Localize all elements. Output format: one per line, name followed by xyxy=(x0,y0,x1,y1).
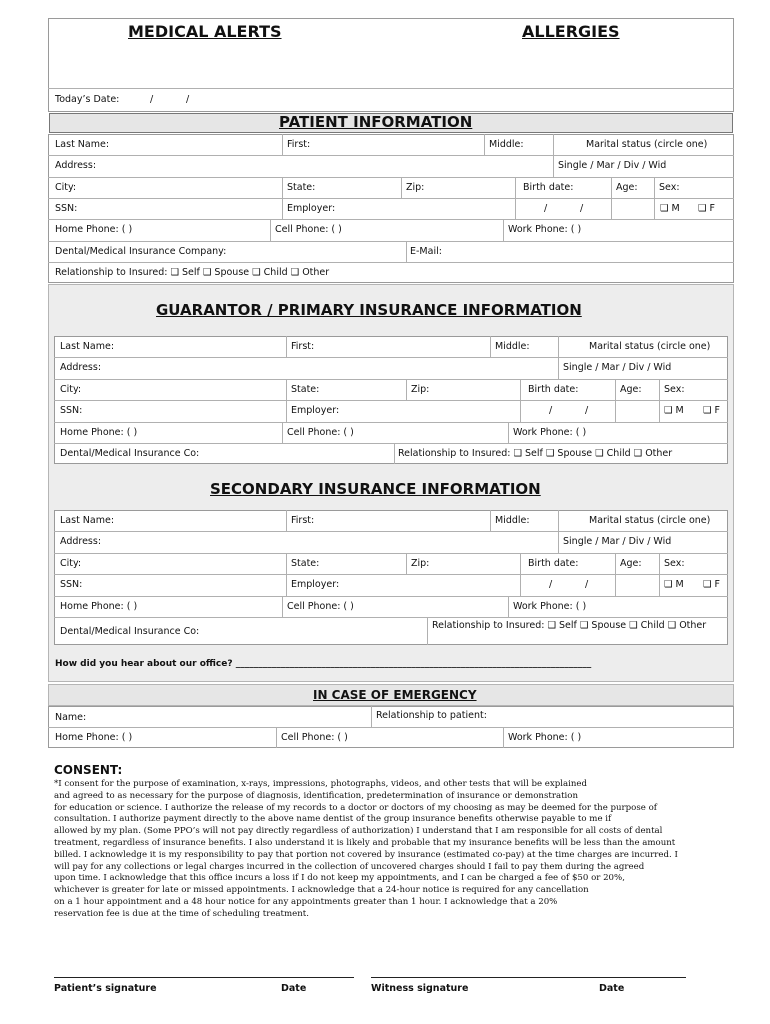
guarantor-zip-label: Zip: xyxy=(411,384,430,395)
patient-insurance-company-label: Dental/Medical Insurance Company: xyxy=(55,246,227,257)
emergency-work-phone-label: Work Phone: ( ) xyxy=(508,732,582,743)
secondary-marital-options: Single / Mar / Div / Wid xyxy=(563,536,672,547)
emergency-cell-phone-label: Cell Phone: ( ) xyxy=(281,732,348,743)
guarantor-marital-label: Marital status (circle one) xyxy=(589,341,711,352)
guarantor-sex-f-checkbox[interactable]: ❑ F xyxy=(703,405,721,416)
patient-cell-phone-label: Cell Phone: ( ) xyxy=(275,224,342,235)
patient-employer-label: Employer: xyxy=(287,203,336,214)
secondary-sex-f-checkbox[interactable]: ❑ F xyxy=(703,579,721,590)
secondary-middle-name-label: Middle: xyxy=(495,515,530,526)
patient-zip-label: Zip: xyxy=(406,182,425,193)
secondary-state-label: State: xyxy=(291,558,320,569)
patient-email-label: E-Mail: xyxy=(410,246,442,257)
guarantor-state-label: State: xyxy=(291,384,320,395)
patient-first-name-label: First: xyxy=(287,139,311,150)
secondary-insurance-co-label: Dental/Medical Insurance Co: xyxy=(60,626,200,637)
patient-address-label: Address: xyxy=(55,160,97,171)
secondary-sex-m-checkbox[interactable]: ❑ M xyxy=(664,579,684,590)
medical-alerts-heading: MEDICAL ALERTS xyxy=(128,22,282,41)
guarantor-employer-label: Employer: xyxy=(291,405,340,416)
secondary-zip-label: Zip: xyxy=(411,558,430,569)
patient-birth-date-label: Birth date: xyxy=(523,182,574,193)
patient-info-table xyxy=(48,134,734,283)
witness-date-label: Date xyxy=(599,983,625,994)
guarantor-middle-name-label: Middle: xyxy=(495,341,530,352)
emergency-heading: IN CASE OF EMERGENCY xyxy=(313,688,477,702)
secondary-employer-label: Employer: xyxy=(291,579,340,590)
witness-signature-line[interactable] xyxy=(371,977,686,978)
secondary-age-label: Age: xyxy=(620,558,642,569)
guarantor-age-label: Age: xyxy=(620,384,642,395)
patient-age-label: Age: xyxy=(616,182,638,193)
patient-sex-label: Sex: xyxy=(659,182,680,193)
secondary-home-phone-label: Home Phone: ( ) xyxy=(60,601,138,612)
patient-middle-name-label: Middle: xyxy=(489,139,524,150)
patient-city-label: City: xyxy=(55,182,77,193)
secondary-sex-label: Sex: xyxy=(664,558,685,569)
consent-heading: CONSENT: xyxy=(54,763,123,777)
guarantor-insurance-co-label: Dental/Medical Insurance Co: xyxy=(60,448,200,459)
secondary-marital-label: Marital status (circle one) xyxy=(589,515,711,526)
secondary-last-name-label: Last Name: xyxy=(60,515,115,526)
secondary-address-label: Address: xyxy=(60,536,102,547)
guarantor-work-phone-label: Work Phone: ( ) xyxy=(513,427,587,438)
patient-signature-label: Patient’s signature xyxy=(54,983,157,994)
todays-date-label: Today’s Date: xyxy=(55,94,120,105)
patient-info-heading: PATIENT INFORMATION xyxy=(279,113,473,131)
guarantor-birth-slash-2: / xyxy=(585,405,589,416)
patient-last-name-label: Last Name: xyxy=(55,139,110,150)
guarantor-home-phone-label: Home Phone: ( ) xyxy=(60,427,138,438)
guarantor-last-name-label: Last Name: xyxy=(60,341,115,352)
guarantor-sex-label: Sex: xyxy=(664,384,685,395)
emergency-name-label: Name: xyxy=(55,712,87,723)
patient-state-label: State: xyxy=(287,182,316,193)
secondary-cell-phone-label: Cell Phone: ( ) xyxy=(287,601,354,612)
secondary-birth-slash-1: / xyxy=(549,579,553,590)
patient-date-label: Date xyxy=(281,983,307,994)
allergies-heading: ALLERGIES xyxy=(522,22,620,41)
guarantor-birth-slash-1: / xyxy=(549,405,553,416)
secondary-first-name-label: First: xyxy=(291,515,315,526)
patient-relationship-label: Relationship to Insured: ❑ Self ❑ Spouse ❑ Child ❑ Other xyxy=(55,267,330,278)
patient-marital-label: Marital status (circle one) xyxy=(586,139,708,150)
guarantor-city-label: City: xyxy=(60,384,82,395)
patient-sex-f-checkbox[interactable]: ❑ F xyxy=(698,203,716,214)
patient-birth-slash-1: / xyxy=(544,203,548,214)
witness-signature-label: Witness signature xyxy=(371,983,469,994)
consent-text: *I consent for the purpose of examination, x-rays, impressions, photographs, videos, and other tests that will be explained and agreed to as necessary for the purpose of diagnosis, identification, predetermination of insurance or demonstration for education or science. I authorize the release of my records to a doctor or doctors of my choosing as may be deemed for the purpose of consultation. I authorize payment directly to the above name dentist of the group insurance benefits otherwise payable to me if allowed by my plan. (Some PPO’s will not pay directly regardless of authorization) I understand that I am responsible for all costs of dental treatment, regardless of insurance benefits. I also understand it is likely and probable that my insurance benefits will be less than the amount billed. I acknowledge it is my responsibility to pay that portion not covered by insurance (estimated co-pay) at the time charges are incurred. I will pay for any collections or legal charges incurred in the collection of uncovered charges should I fail to pay them during the agreed upon time. I acknowledge that this office incurs a loss if I do not keep my appointments, and I can be charged a fee of $50 or 20%, whichever is greater for late or missed appointments. I acknowledge that a 24-hour notice is required for any cancellation on a 1 hour appointment and a 48 hour notice for any appointments greater than 1 hour. I acknowledge that a 20% reservation fee is due at the time of scheduling treatment. xyxy=(54,779,678,919)
guarantor-sex-m-checkbox[interactable]: ❑ M xyxy=(664,405,684,416)
secondary-birth-date-label: Birth date: xyxy=(528,558,579,569)
emergency-home-phone-label: Home Phone: ( ) xyxy=(55,732,133,743)
secondary-relationship-label: Relationship to Insured: ❑ Self ❑ Spouse ❑ Child ❑ Other xyxy=(432,620,707,631)
emergency-relationship-label: Relationship to patient: xyxy=(376,710,487,721)
patient-work-phone-label: Work Phone: ( ) xyxy=(508,224,582,235)
secondary-work-phone-label: Work Phone: ( ) xyxy=(513,601,587,612)
date-slash-2: / xyxy=(186,94,190,105)
guarantor-marital-options: Single / Mar / Div / Wid xyxy=(563,362,672,373)
patient-home-phone-label: Home Phone: ( ) xyxy=(55,224,133,235)
guarantor-address-label: Address: xyxy=(60,362,102,373)
secondary-ssn-label: SSN: xyxy=(60,579,83,590)
secondary-heading: SECONDARY INSURANCE INFORMATION xyxy=(210,480,541,498)
secondary-birth-slash-2: / xyxy=(585,579,589,590)
guarantor-cell-phone-label: Cell Phone: ( ) xyxy=(287,427,354,438)
patient-birth-slash-2: / xyxy=(580,203,584,214)
guarantor-ssn-label: SSN: xyxy=(60,405,83,416)
patient-sex-m-checkbox[interactable]: ❑ M xyxy=(660,203,680,214)
date-slash-1: / xyxy=(150,94,154,105)
secondary-city-label: City: xyxy=(60,558,82,569)
patient-ssn-label: SSN: xyxy=(55,203,78,214)
guarantor-birth-date-label: Birth date: xyxy=(528,384,579,395)
patient-marital-options: Single / Mar / Div / Wid xyxy=(558,160,667,171)
guarantor-relationship-label: Relationship to Insured: ❑ Self ❑ Spouse ❑ Child ❑ Other xyxy=(398,448,673,459)
guarantor-first-name-label: First: xyxy=(291,341,315,352)
referral-question: How did you hear about our office? _______________________________________________________________________________ xyxy=(55,659,592,669)
patient-signature-line[interactable] xyxy=(54,977,354,978)
guarantor-heading: GUARANTOR / PRIMARY INSURANCE INFORMATION xyxy=(156,301,582,319)
